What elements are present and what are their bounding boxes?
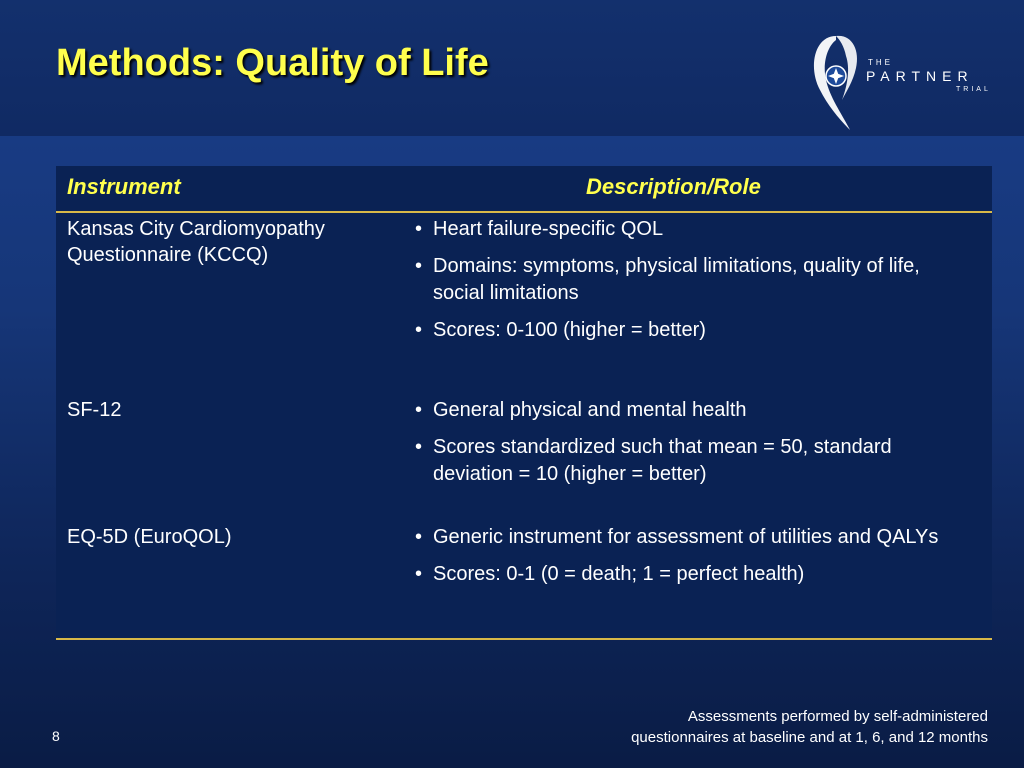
page-number: 8	[52, 728, 60, 744]
logo-name-text: PARTNER	[866, 68, 974, 84]
description-bullet: • Heart failure-specific QOL	[413, 216, 973, 243]
description-bullet: • Scores: 0-100 (higher = better)	[413, 317, 973, 344]
description-bullet: • Domains: symptoms, physical limitations, quality of life, social limitations	[413, 253, 973, 307]
instrument-cell: Kansas City Cardiomyopathy Questionnaire (KCCQ)	[67, 218, 325, 266]
footnote	[528, 706, 988, 748]
instrument-cell: SF-12	[67, 399, 122, 421]
description-list	[413, 524, 973, 598]
heart-valve-logo-icon	[806, 28, 866, 133]
description-bullet: • General physical and mental health	[413, 397, 973, 424]
description-bullet: • Scores: 0-1 (0 = death; 1 = perfect health)	[413, 561, 973, 588]
page-title: Methods: Quality of Life	[56, 42, 489, 84]
description-list	[413, 216, 973, 354]
logo-trial-text: TRIAL	[956, 86, 991, 93]
footnote-line: Assessments performed by self-administered	[687, 708, 988, 725]
instruments-table	[56, 166, 992, 640]
description-bullet: • Generic instrument for assessment of utilities and QALYs	[413, 524, 973, 551]
logo-the-text: THE	[868, 58, 893, 67]
instrument-cell: EQ-5D (EuroQOL)	[67, 526, 232, 548]
partner-trial-logo	[806, 28, 1001, 133]
header-description: Description/Role	[586, 174, 761, 199]
footnote-line: questionnaires at baseline and at 1, 6, and 12 months	[631, 729, 988, 746]
header-instrument: Instrument	[67, 174, 181, 199]
table-bottom-rule	[56, 638, 992, 640]
table-header-row	[56, 166, 992, 213]
description-list	[413, 397, 973, 498]
description-bullet: • Scores standardized such that mean = 50, standard deviation = 10 (higher = better)	[413, 434, 973, 488]
